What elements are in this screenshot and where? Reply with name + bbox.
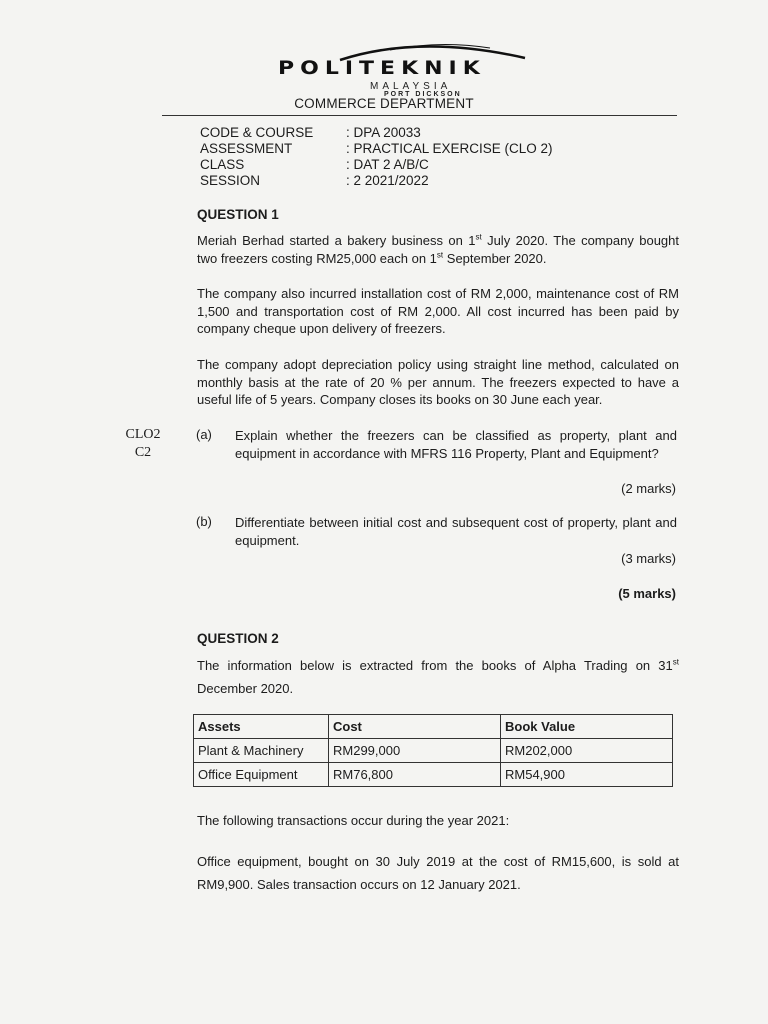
table-header-cell: Cost	[329, 715, 501, 739]
question-2-office-equipment-paragraph: Office equipment, bought on 30 July 2019 at the cost of RM15,600, is sold at RM9,900. Sales transaction occurs on 12 January 2021.	[197, 854, 679, 892]
logo-wordmark: POLITEKNIK	[278, 57, 486, 80]
question-2-intro	[197, 654, 679, 700]
logo-campus: PORT DICKSON	[384, 91, 462, 98]
question-2-heading: QUESTION 2	[197, 631, 279, 646]
course-info-key: ASSESSMENT	[200, 141, 293, 156]
q1-p1-text-b: July 2020. The company bought two freezers costing RM25,000 each on 1	[197, 233, 679, 266]
course-info-key: SESSION	[200, 173, 261, 188]
course-info	[200, 125, 553, 189]
table-cell: RM54,900	[501, 763, 673, 787]
assets-table	[193, 714, 673, 787]
table-cell: Plant & Machinery	[194, 739, 329, 763]
q1-p1-sup-2: st	[436, 250, 444, 260]
table-cell: RM76,800	[329, 763, 501, 787]
politeknik-logo	[270, 36, 570, 96]
logo-country: MALAYSIA	[370, 81, 452, 92]
table-header-cell: Assets	[194, 715, 329, 739]
q1-p1-sup-1: st	[475, 232, 482, 242]
table-row	[194, 763, 673, 787]
course-info-key: CODE & COURSE	[200, 125, 314, 140]
course-info-value: : DPA 20033	[346, 125, 421, 140]
question-1b-marks: (3 marks)	[621, 551, 676, 566]
question-1-paragraph-2: The company also incurred installation cost of RM 2,000, maintenance cost of RM 1,500 and transportation cost of RM 2,000. All cost incurred has been paid by company cheque upon delivery of freezers.	[197, 286, 679, 336]
course-info-value: : PRACTICAL EXERCISE (CLO 2)	[346, 141, 553, 156]
question-1-heading: QUESTION 1	[197, 207, 279, 222]
question-1-paragraph-3: The company adopt depreciation policy using straight line method, calculated on monthly basis at the rate of 20 % per annum. The freezers expected to have a useful life of 5 years. Company closes its books on 30 June each year.	[197, 357, 679, 407]
table-header-cell: Book Value	[501, 715, 673, 739]
course-info-key: CLASS	[200, 157, 245, 172]
question-1a-text: Explain whether the freezers can be classified as property, plant and equipment in accordance with MFRS 116 Property, Plant and Equipment?	[235, 428, 677, 461]
course-info-value: : 2 2021/2022	[346, 173, 429, 188]
table-cell: Office Equipment	[194, 763, 329, 787]
question-1a-marks: (2 marks)	[621, 481, 676, 496]
clo-label: CLO2	[125, 427, 161, 442]
cognitive-level-label: C2	[134, 445, 152, 460]
question-1b-label: (b)	[196, 514, 212, 529]
table-cell: RM202,000	[501, 739, 673, 763]
question-1a-label: (a)	[196, 427, 212, 442]
department-title: COMMERCE DEPARTMENT	[294, 96, 474, 111]
course-info-row	[200, 125, 553, 141]
q2-intro-text-b: December 2020.	[197, 681, 294, 696]
table-cell: RM299,000	[329, 739, 501, 763]
header-divider	[162, 115, 677, 116]
table-header-row	[194, 715, 673, 739]
q2-intro-text-a: The information below is extracted from the books of Alpha Trading on 31	[197, 658, 673, 673]
table-row	[194, 739, 673, 763]
course-info-row	[200, 173, 553, 189]
clo-tag	[118, 426, 168, 462]
question-1-paragraph-1	[197, 232, 679, 267]
q1-p1-text-a: Meriah Berhad started a bakery business on 1	[197, 233, 476, 248]
course-info-row	[200, 157, 553, 173]
course-info-value: : DAT 2 A/B/C	[346, 157, 429, 172]
question-1-total-marks: (5 marks)	[618, 586, 676, 601]
q1-p1-text-c: September 2020.	[443, 250, 547, 266]
question-2-transactions-intro: The following transactions occur during the year 2021:	[197, 813, 510, 828]
course-info-row	[200, 141, 553, 157]
question-1b-text: Differentiate between initial cost and subsequent cost of property, plant and equipment.	[235, 515, 677, 548]
q2-intro-sup: st	[672, 657, 679, 667]
